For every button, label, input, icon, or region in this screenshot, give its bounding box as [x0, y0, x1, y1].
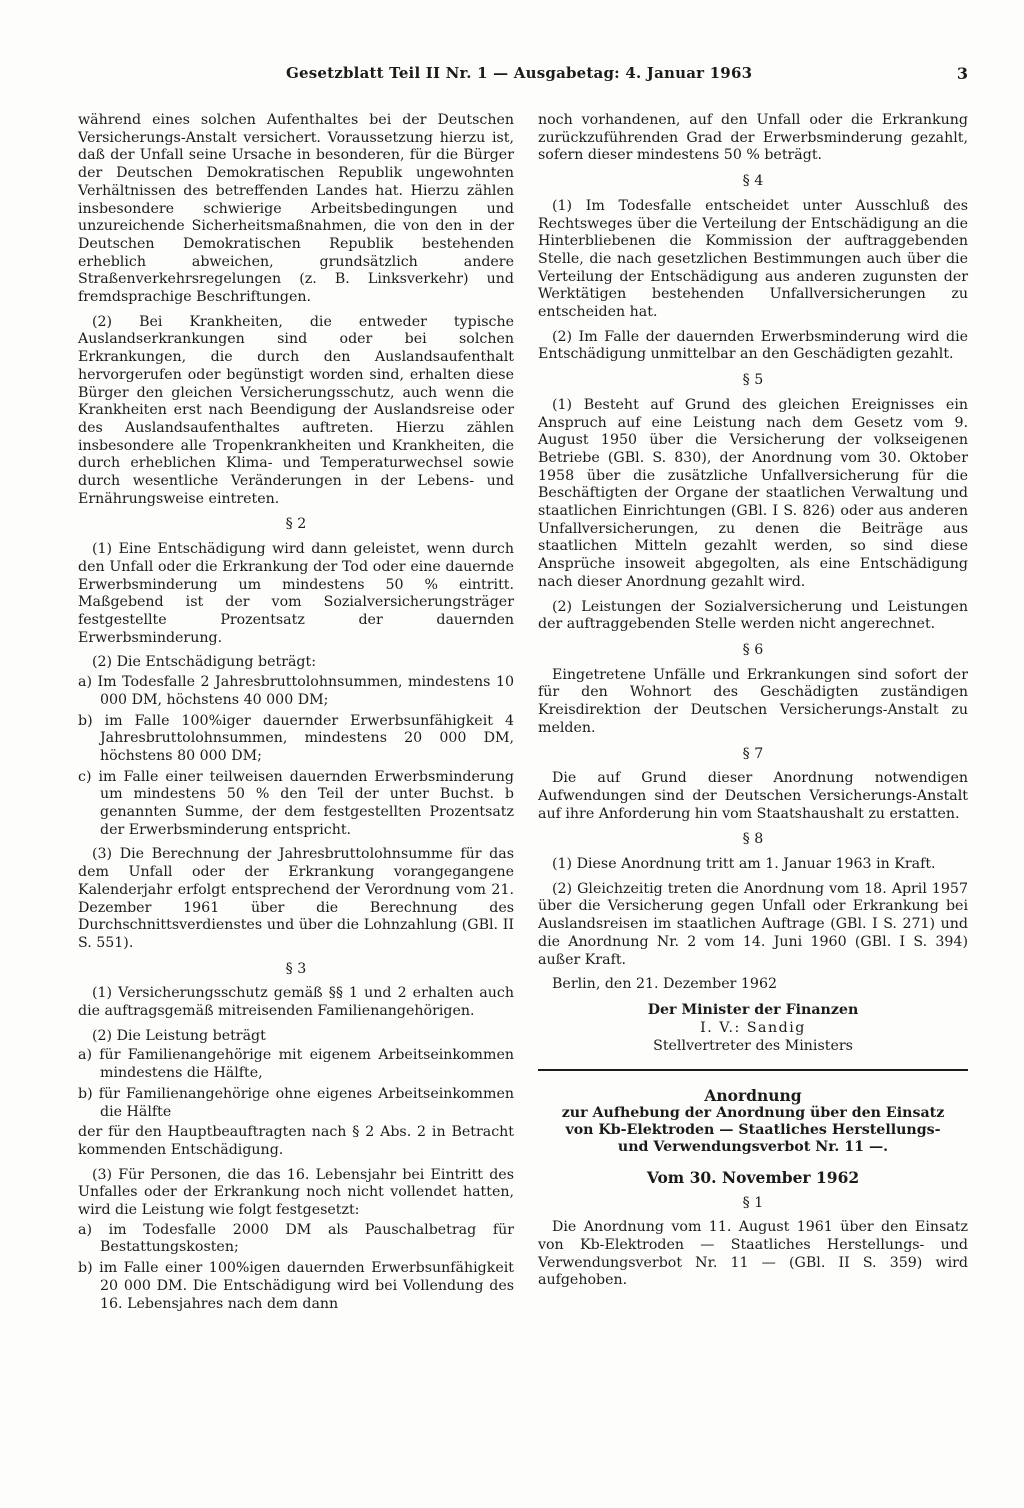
list-item: a) für Familienangehörige mit eigenem Arbeitseinkommen mindestens die Hälfte,	[78, 1047, 514, 1082]
ordinance-title-line: und Verwendungsverbot Nr. 11 —.	[617, 1138, 889, 1155]
section-heading: § 4	[742, 173, 764, 190]
page-number: 3	[956, 64, 968, 83]
paragraph: (3) Für Personen, die das 16. Lebensjahr bei Eintritt des Unfalles oder der Erkrankung noch nicht vollendet hatten, wird die Leistung wie folgt festgesetzt:	[78, 1166, 514, 1219]
section-heading: § 6	[742, 641, 764, 658]
list-item: a) im Todesfalle 2000 DM als Pauschalbetrag für Bestattungskosten;	[78, 1221, 514, 1256]
list-item: b) für Familienangehörige ohne eigenes Arbeitseinkommen die Hälfte	[78, 1085, 514, 1120]
ordinance-title-line: von Kb-Elektroden — Staatliches Herstellungs-	[565, 1121, 941, 1138]
ordinance-heading: Anordnung	[704, 1085, 802, 1105]
header-title: Gesetzblatt Teil II Nr. 1 — Ausgabetag: 4. Januar 1963	[286, 64, 753, 82]
paragraph: Eingetretene Unfälle und Erkrankungen sind sofort der für den Wohnort des Geschädigten zuständigen Kreisdirektion der Deutschen Versicherungs-Anstalt zu melden.	[538, 666, 968, 736]
section-heading: § 5	[742, 372, 764, 389]
list-item: b) im Falle einer 100%igen dauernden Erwerbsunfähigkeit 20 000 DM. Die Entschädigung wird bei Vollendung des 16. Lebensjahres nach dem dann	[78, 1260, 514, 1312]
right-column	[538, 112, 968, 1297]
paragraph: (1) Im Todesfalle entscheidet unter Ausschluß des Rechtsweges über die Verteilung der Entschädigung an die Hinterbliebenen die Kommission der auftraggebenden Stelle, die nach gesetzlichen Bestimmungen auch über die Verteilung der Entschädigung aus anderen zugunsten der Werktätigen bestehenden Unfallversicherungen zu entscheiden hat.	[538, 197, 968, 321]
section-heading: § 1	[742, 1194, 764, 1211]
list-item: a) Im Todesfalle 2 Jahresbruttolohnsummen, mindestens 10 000 DM, höchstens 40 000 DM;	[78, 674, 514, 708]
paragraph: der für den Hauptbeauftragten nach § 2 Abs. 2 in Betracht kommenden Entschädigung.	[78, 1124, 514, 1158]
signature-role: Stellvertreter des Ministers	[653, 1037, 853, 1054]
left-column	[78, 112, 514, 1316]
paragraph: (1) Eine Entschädigung wird dann geleistet, wenn durch den Unfall oder die Erkrankung der Tod oder eine dauernde Erwerbsminderung um mindestens 50 % eintritt. Maßgebend ist der vom Sozialversicherungsträger festgestellte Prozentsatz der dauernden Erwerbsminderung.	[78, 541, 514, 646]
paragraph: während eines solchen Aufenthaltes bei der Deutschen Versicherungs-Anstalt versichert. Voraussetzung hierzu ist, daß der Unfall seine Ursache in besonderen, für die Bürger der Deutschen Demokratischen Republik ungewohnten Verhältnissen des betreffenden Landes hat. Hierzu zählen insbesondere schwierige Arbeitsbedingungen und unzureichende Sicherheitsmaßnahmen, die von den in der Deutschen Demokratischen Republik bestehenden erheblich abweichen, grundsätzlich andere Straßenverkehrsregelungen (z. B. Linksverkehr) und fremdsprachige Beschriftungen.	[78, 112, 514, 306]
paragraph: (2) Die Leistung beträgt	[92, 1027, 266, 1044]
paragraph: (3) Die Berechnung der Jahresbruttolohnsumme für das dem Unfall oder der Erkrankung vorangegangene Kalenderjahr erfolgt entsprechend der Verordnung vom 21. Dezember 1961 über die Berechnung des Durchschnittsverdienstes und über die Lohnzahlung (GBl. II S. 551).	[78, 846, 514, 951]
list-item: c) im Falle einer teilweisen dauernden Erwerbsminderung um mindestens 50 % den Teil der unter Buchst. b genannten Summe, der dem festgestellten Prozentsatz der Erwerbsminderung entspricht.	[78, 768, 514, 838]
paragraph: (1) Versicherungsschutz gemäß §§ 1 und 2 erhalten auch die auftragsgemäß mitreisenden Familienangehörigen.	[78, 985, 514, 1020]
paragraph: (2) Im Falle der dauernden Erwerbsminderung wird die Entschädigung unmittelbar an den Geschädigten gezahlt.	[538, 328, 968, 363]
section-heading: § 3	[285, 960, 307, 977]
paragraph: Die Anordnung vom 11. August 1961 über den Einsatz von Kb-Elektroden — Staatliches Herstellungs- und Verwendungsverbot Nr. 11 — (GBl. II S. 359) wird aufgehoben.	[538, 1219, 968, 1289]
list-item: b) im Falle 100%iger dauernder Erwerbsunfähigkeit 4 Jahresbruttolohnsummen, mindestens 20 000 DM, höchstens 80 000 DM;	[78, 712, 514, 764]
signature-block	[538, 1001, 968, 1055]
section-heading: § 8	[742, 831, 764, 848]
paragraph: (1) Besteht auf Grund des gleichen Ereignisses ein Anspruch auf eine Leistung nach dem Gesetz vom 9. August 1950 über die Versicherung der volkseigenen Betriebe (GBl. S. 830), der Anordnung vom 30. Oktober 1958 über die zusätzliche Unfallversicherung für die Beschäftigten der Organe der staatlichen Verwaltung und staatlichen Einrichtungen (GBl. I S. 826) oder aus anderen Unfallversicherungen, zu denen die Beiträge aus staatlichen Mitteln gezahlt werden, so sind diese Ansprüche insoweit abgegolten, als eine Entschädigung nach dieser Anordnung gezahlt wird.	[538, 396, 968, 590]
separator-rule	[538, 1069, 968, 1071]
paragraph: (2) Gleichzeitig treten die Anordnung vom 18. April 1957 über die Versicherung gegen Unfall oder Erkrankung bei Auslandsreisen im staatlichen Auftrage (GBl. I S. 271) und die Anordnung Nr. 2 vom 14. Juni 1960 (GBl. I S. 394) außer Kraft.	[538, 880, 968, 968]
paragraph: Die auf Grund dieser Anordnung notwendigen Aufwendungen sind der Deutschen Versicherungs-Anstalt auf ihre Anforderung hin vom Staatshaushalt zu erstatten.	[538, 770, 968, 822]
paragraph: (2) Leistungen der Sozialversicherung und Leistungen der auftraggebenden Stelle werden nicht angerechnet.	[538, 598, 968, 633]
paragraph: (2) Bei Krankheiten, die entweder typische Auslandserkrankungen sind oder bei solchen Erkrankungen, die durch den Auslandsaufenthalt hervorgerufen oder begünstigt worden sind, erhalten diese Bürger den gleichen Versicherungsschutz, auch wenn die Krankheiten erst nach Beendigung der Auslandsreise oder des Auslandsaufenthaltes auftreten. Hierzu zählen insbesondere alle Tropenkrankheiten und Krankheiten, die durch erheblichen Klima- und Temperaturwechsel sowie durch wesentliche Veränderungen in der Lebens- und Ernährungsweise eintreten.	[78, 313, 514, 507]
place-date: Berlin, den 21. Dezember 1962	[552, 976, 778, 993]
section-heading: § 2	[285, 516, 307, 533]
paragraph: (1) Diese Anordnung tritt am 1. Januar 1963 in Kraft.	[552, 856, 936, 873]
ordinance-date: Vom 30. November 1962	[646, 1167, 860, 1187]
ordinance-title-line: zur Aufhebung der Anordnung über den Einsatz	[561, 1104, 945, 1121]
section-heading: § 7	[742, 745, 764, 762]
ordinance-title-block	[538, 1087, 968, 1187]
signature-name: I. V.: Sandig	[700, 1019, 806, 1036]
signature-minister: Der Minister der Finanzen	[647, 1001, 859, 1018]
page-header	[78, 64, 968, 88]
paragraph: (2) Die Entschädigung beträgt:	[92, 654, 316, 671]
paragraph: noch vorhandenen, auf den Unfall oder die Erkrankung zurückzuführenden Grad der Erwerbsminderung gezahlt, sofern dieser mindestens 50 % beträgt.	[538, 112, 968, 164]
